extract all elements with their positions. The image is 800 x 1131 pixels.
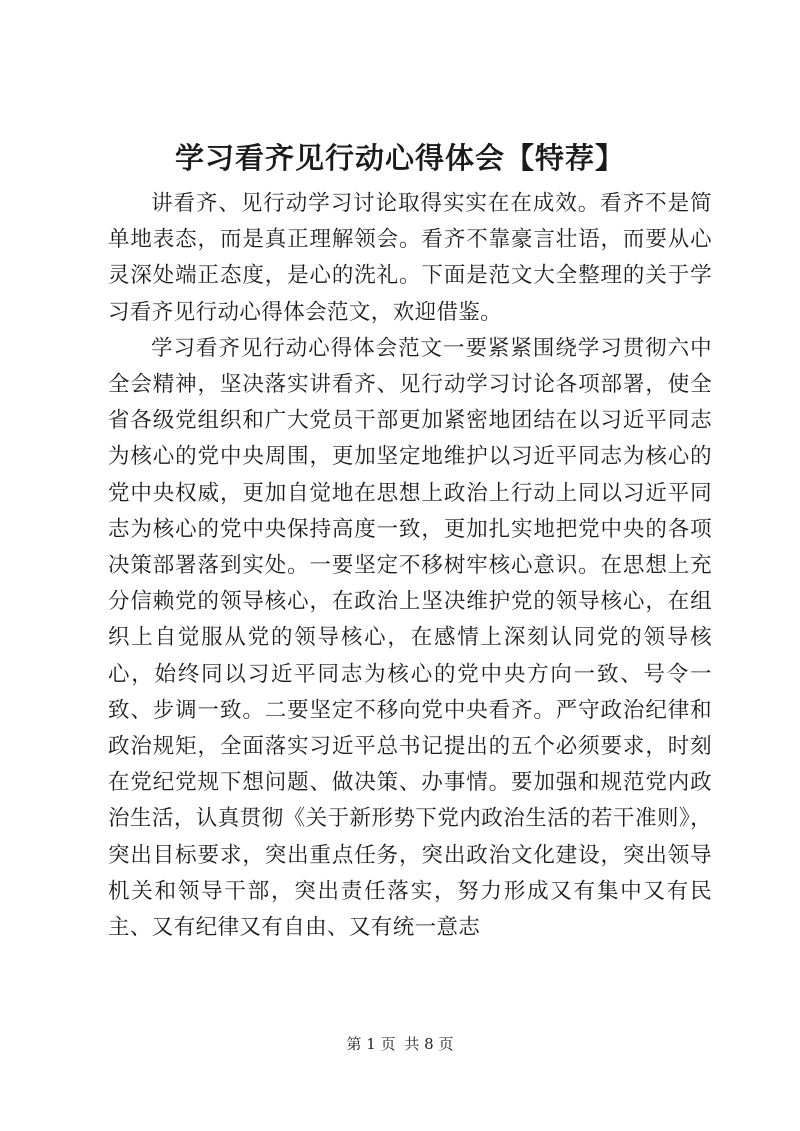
page-total: 共 8 页 <box>404 1035 454 1053</box>
document-title: 学习看齐见行动心得体会【特荐】 <box>174 141 625 175</box>
page-number: 第 1 页 <box>346 1035 396 1053</box>
page-footer <box>0 1034 800 1054</box>
paragraph-intro: 讲看齐、见行动学习讨论取得实实在在成效。看齐不是简单地表态，而是真正理解领会。看齐不靠豪言壮语，而要从心灵深处端正态度，是心的洗礼。下面是范文大全整理的关于学习看齐见行动心得体会范文，欢迎借鉴。 <box>108 191 712 325</box>
paragraph-essay-one: 学习看齐见行动心得体会范文一要紧紧围绕学习贯彻六中全会精神，坚决落实讲看齐、见行动学习讨论各项部署，使全省各级党组织和广大党员干部更加紧密地团结在以习近平同志为核心的党中央周围，更加坚定地维护以习近平同志为核心的党中央权威，更加自觉地在思想上政治上行动上同以习近平同志为核心的党中央保持高度一致，更加扎实地把党中央的各项决策部署落到实处。一要坚定不移树牢核心意识。在思想上充分信赖党的领导核心，在政治上坚决维护党的领导核心，在组织上自觉服从党的领导核心，在感情上深刻认同党的领导核心，始终同以习近平同志为核心的党中央方向一致、号令一致、步调一致。二要坚定不移向党中央看齐。严守政治纪律和政治规矩，全面落实习近平总书记提出的五个必须要求，时刻在党纪党规下想问题、做决策、办事情。要加强和规范党内政治生活，认真贯彻《关于新形势下党内政治生活的若干准则》，突出目标要求，突出重点任务，突出政治文化建设，突出领导机关和领导干部，突出责任落实，努力形成又有集中又有民主、又有纪律又有自由、又有统一意志 <box>108 335 712 941</box>
document-body <box>108 186 712 946</box>
